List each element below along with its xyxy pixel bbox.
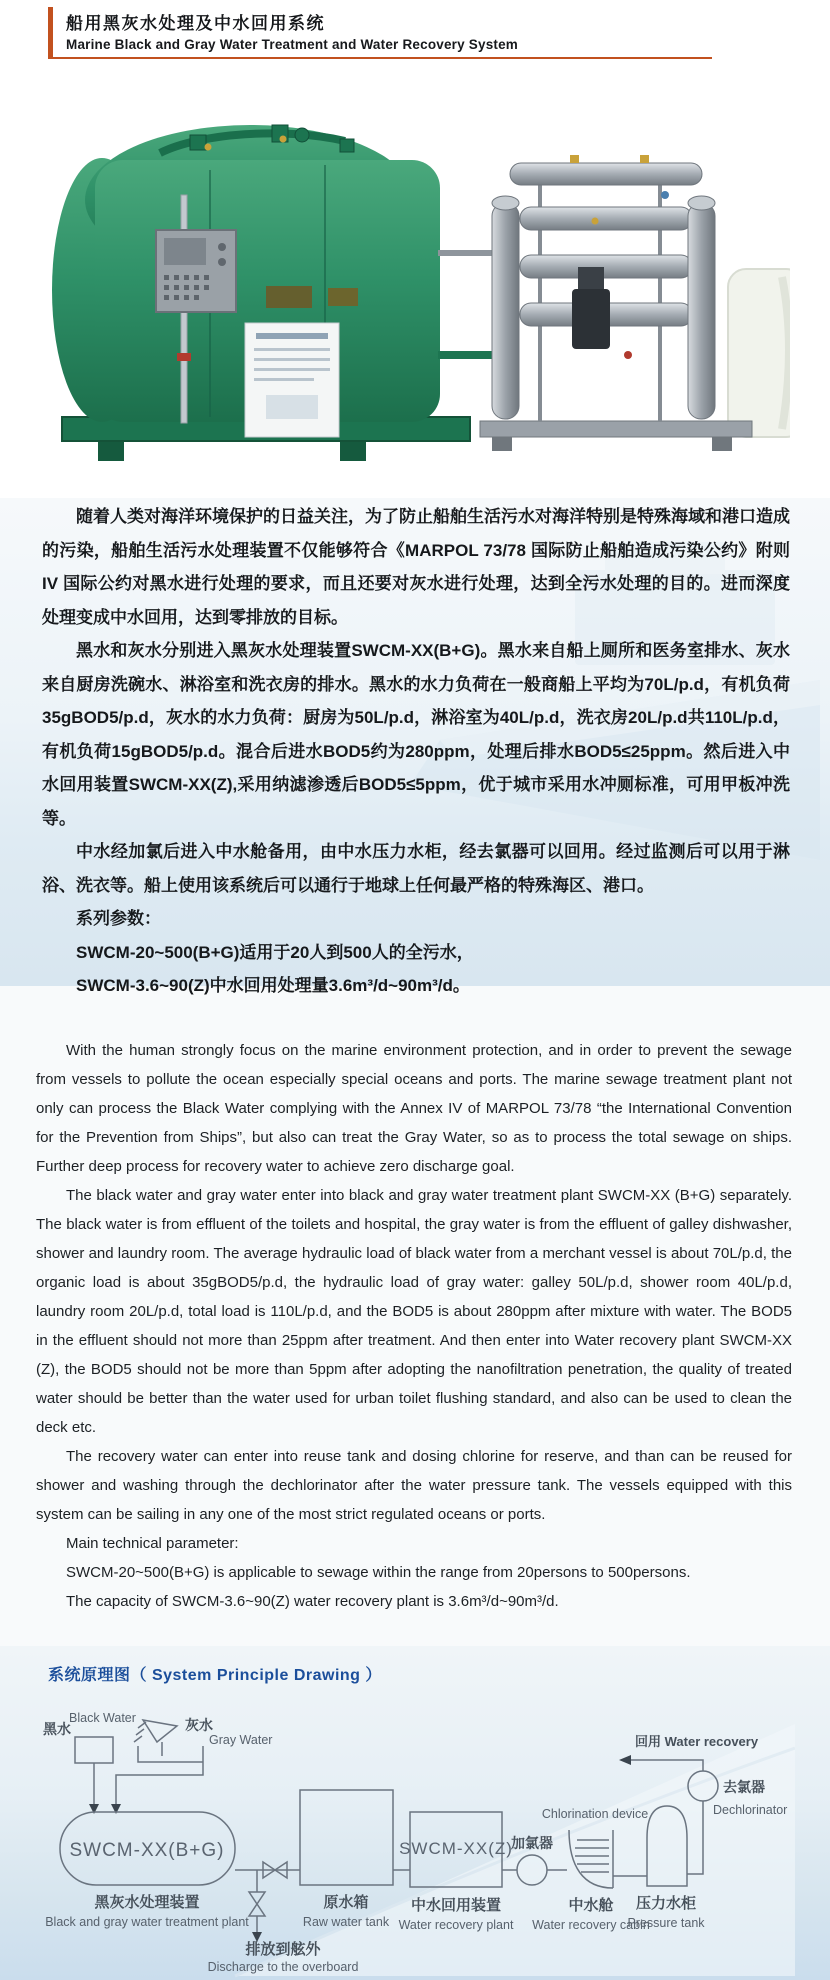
dechlorinator-caption-en: Dechlorinator [713,1803,788,1817]
system-principle-drawing [35,1698,795,1978]
cabin-caption-zh: 中水舱 [568,1897,614,1914]
recovery-arrow [619,1755,631,1765]
param-title: Main technical parameter: [66,1535,239,1552]
series-title: 系列参数： [76,909,161,928]
recovery-plant-label: SWCM-XX(Z) [399,1839,513,1858]
paragraph-zh-1: 随着人类对海洋环境保护的日益关注，为了防止船舶生活污水对海洋特别是特殊海域和港口造成的污染，船舶生活污水处理装置不仅能够符合《MARPOL 73/78 国际防止船舶造成污染公约》附则IV 国际公约对黑水进行处理的要求，而且还要对灰水进行处理，达到全污水处理的目的。进而深度处理变成中水回用，达到零排放的目标。 [42,507,790,627]
raw-tank-caption-zh: 原水箱 [323,1894,369,1911]
paragraph-en-2: The black water and gray water enter into black and gray water treatment plant SWCM-XX (B+G) separately. The black water is from effluent of the toilets and hospital, the gray water is from the effluent of galley dishwasher, shower and laundry room. The average hydraulic load of black water from a merchant vessel is about 70L/p.d, the organic load is about 35gBOD5/p.d, the hydraulic load of gray water: galley 50L/p.d, shower room 40L/p.d, laundry room 20L/p.d, total load is 110L/p.d, and the BOD5 is about 280ppm after mixture with water. The BOD5 in the effluent should not more than 25ppm after treatment. And then enter into Water recovery plant SWCM-XX (Z), the BOD5 should not be more than 5ppm after adopting the nanofiltration penetration, the quality of treated water should be better than the water used for urban toilet flushing standard, and also can be used to clean the deck etc. [36,1187,792,1436]
recovery-label: 回用 Water recovery [635,1734,759,1749]
diagram-heading: 系统原理图（ System Principle Drawing ） [48,1667,382,1684]
raw-water-tank-box [300,1790,393,1885]
product-photo [40,55,790,483]
label-gray-water-zh: 灰水 [185,1717,213,1733]
param-line-2: The capacity of SWCM-3.6~90(Z) water recovery plant is 3.6m³/d~90m³/d. [66,1593,559,1610]
dechlorinator-caption-zh: 去氯器 [723,1779,765,1795]
white-storage-tank [728,269,790,437]
series-line-2: SWCM-3.6~90(Z)中水回用处理量3.6m³/d~90m³/d。 [76,976,470,995]
discharge-valve-icon [249,1892,265,1916]
param-line-1: SWCM-20~500(B+G) is applicable to sewage within the range from 20persons to 500persons. [66,1564,691,1581]
chlorination-caption-zh: 加氯器 [511,1835,553,1851]
recovery-plant-caption-en: Water recovery plant [398,1918,514,1932]
raw-tank-caption-en: Raw water tank [302,1915,390,1929]
label-black-water-en: Black Water [69,1711,136,1725]
pressure-caption-en: Pressure tank [627,1916,705,1930]
series-line-1: SWCM-20~500(B+G)适用于20人到500人的全污水， [76,942,474,962]
page-title-zh: 船用黑灰水处理及中水回用系统 [66,14,325,33]
paragraph-en-1: With the human strongly focus on the marine environment protection, and in order to prevent the sewage from vessels to pollute the ocean especially special oceans and ports. The marine sewage treatment plant not only can process the Black Water complying with the Annex IV of MARPOL 73/78 “the International Convention for the Prevention from Ships”, but also can treat the Gray Water, so as to process the total sewage on ships. Further deep process for recovery water to achieve zero discharge goal. [36,1042,792,1175]
page-title-en: Marine Black and Gray Water Treatment and Water Recovery System [66,37,519,52]
page-header [48,7,712,59]
paragraph-zh-2: 黑水和灰水分别进入黑灰水处理装置SWCM-XX(B+G)。黑水来自船上厕所和医务室排水、灰水来自厨房洗碗水、淋浴室和洗衣房的排水。黑水的水力负荷在一般商船上平均为70L/p.d，有机负荷35gBOD5/p.d，灰水的水力负荷：厨房为50L/p.d，淋浴室为40L/p.d，洗衣房20L/p.d共110L/p.d，有机负荷15gBOD5/p.d。混合后进水BOD5约为280ppm，处理后排水BOD5≤25ppm。然后进入中水回用装置SWCM-XX(Z),采用纳滤渗透后BOD5≤5ppm，优于城市采用水冲厕标准，可用甲板冲洗等。 [42,641,790,828]
gray-water-funnel-icon [134,1720,177,1742]
paragraph-zh-3: 中水经加氯后进入中水舱备用，由中水压力水柜，经去氯器可以回用。经过监测后可以用于淋浴、洗衣等。船上使用该系统后可以通行于地球上任何最严格的特殊海区、港口。 [42,842,790,895]
black-water-source-box [75,1737,113,1763]
paragraph-en-3: The recovery water can enter into reuse tank and dosing chlorine for reserve, and than can be reused for shower and washing through the dechlorinator after the water pressure tank. The vessels equipped with this system can be sailing in any one of the most strict regulated oceans or ports. [36,1448,792,1523]
treatment-plant-caption-en: Black and gray water treatment plant [45,1915,249,1929]
discharge-caption-zh: 排放到舷外 [245,1941,321,1958]
cabin-caption-en: Water recovery cabin [532,1918,650,1932]
treatment-plant-caption-zh: 黑灰水处理装置 [94,1894,200,1911]
treatment-plant-label: SWCM-XX(B+G) [69,1840,225,1861]
membrane-skid [480,155,752,451]
green-treatment-tank [52,125,512,461]
label-black-water-zh: 黑水 [43,1721,71,1737]
label-gray-water-en: Gray Water [209,1733,273,1747]
control-panel [156,230,236,312]
discharge-caption-en: Discharge to the overboard [207,1960,359,1974]
intro-english [36,1036,792,1616]
chlorination-caption-en: Chlorination device [541,1807,649,1821]
name-placard [245,323,339,437]
intro-chinese [42,500,790,1003]
recovery-plant-caption-zh: 中水回用装置 [410,1897,502,1914]
pressure-caption-zh: 压力水柜 [635,1895,697,1912]
